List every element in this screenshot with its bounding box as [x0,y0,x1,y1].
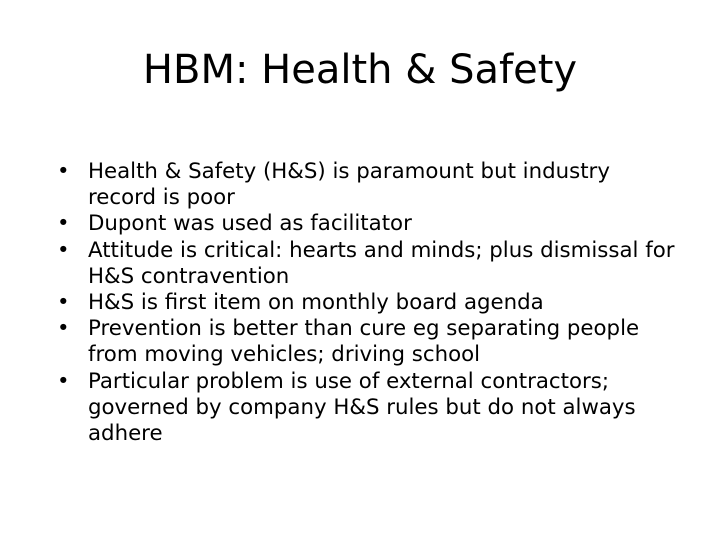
bullet-text: H&S is first item on monthly board agenda [88,290,544,316]
bullet-item [57,316,682,368]
bullet-text: Dupont was used as facilitator [88,211,412,237]
bullet-text: Attitude is critical: hearts and minds; plus dismissal for H&S contravention [88,237,675,289]
bullet-text: Particular problem is use of external contractors; governed by company H&S rules but do not always adhere [88,368,636,447]
bullet-item [57,369,682,448]
bullet-item [57,211,682,237]
bullet-dot-icon: • [57,316,70,342]
bullet-dot-icon: • [57,159,70,184]
slide-title: HBM: Health & Safety [142,47,578,93]
bullet-item [57,290,682,316]
bullet-dot-icon: • [57,290,70,316]
bullet-text: Health & Safety (H&S) is paramount but industry record is poor [88,159,610,211]
bullet-list [57,159,682,447]
bullet-item [57,238,682,290]
bullet-dot-icon: • [57,237,70,263]
bullet-text: Prevention is better than cure eg separating people from moving vehicles; driving school [88,316,640,368]
bullet-dot-icon: • [57,368,70,394]
bullet-dot-icon: • [57,211,70,237]
bullet-item [57,159,682,211]
